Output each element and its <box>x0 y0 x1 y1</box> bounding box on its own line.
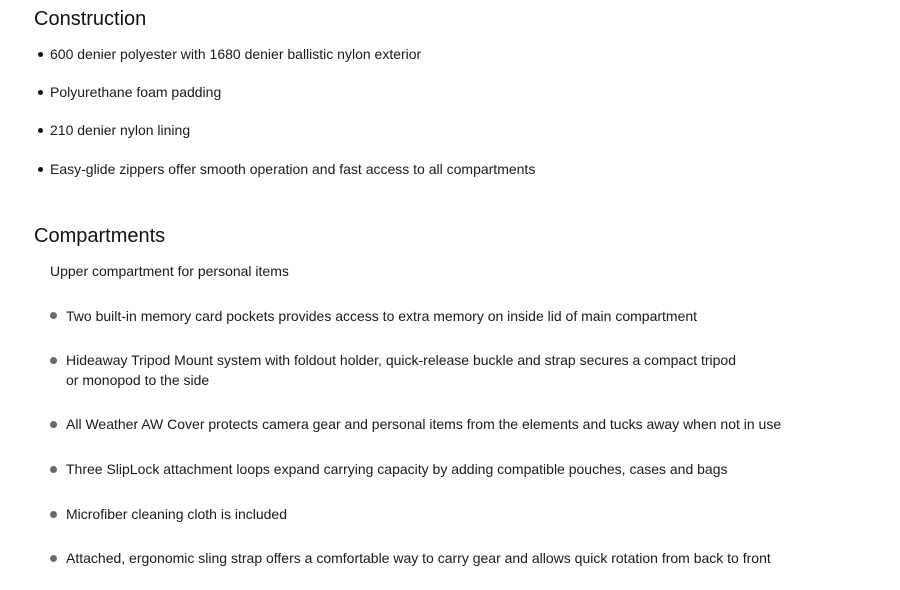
bullet-dot-icon <box>38 52 43 57</box>
bullet-dot-icon <box>50 421 57 428</box>
bullet-dot-icon <box>38 128 43 133</box>
compartment-item-text: Two built-in memory card pockets provides access to extra memory on inside lid of main compartment <box>66 308 698 324</box>
bullet-dot-icon <box>50 466 57 473</box>
construction-item-text: Polyurethane foam padding <box>50 84 222 100</box>
bullet-dot-icon <box>38 167 43 172</box>
bullet-dot-icon <box>50 312 57 319</box>
compartment-item-text: All Weather AW Cover protects camera gear and personal items from the elements and tucks away when not in use <box>66 416 782 432</box>
construction-item-text: Easy-glide zippers offer smooth operation and fast access to all compartments <box>50 161 536 177</box>
compartment-item-text: Attached, ergonomic sling strap offers a comfortable way to carry gear and allows quick rotation from back to front <box>66 550 771 566</box>
compartment-item-text: Three SlipLock attachment loops expand carrying capacity by adding compatible pouches, cases and bags <box>66 461 728 477</box>
compartments-heading: Compartments <box>34 225 166 247</box>
construction-item-text: 600 denier polyester with 1680 denier ballistic nylon exterior <box>50 46 422 62</box>
bullet-dot-icon <box>50 357 57 364</box>
compartments-intro: Upper compartment for personal items <box>50 263 289 279</box>
bullet-dot-icon <box>38 90 43 95</box>
compartment-item-text: Microfiber cleaning cloth is included <box>66 506 287 522</box>
bullet-dot-icon <box>50 555 57 562</box>
construction-heading: Construction <box>34 8 147 30</box>
compartment-item-text: Hideaway Tripod Mount system with foldout holder, quick-release buckle and strap secures a compact tripod or monopod to the side <box>66 352 737 388</box>
construction-item-text: 210 denier nylon lining <box>50 122 191 138</box>
bullet-dot-icon <box>50 511 57 518</box>
